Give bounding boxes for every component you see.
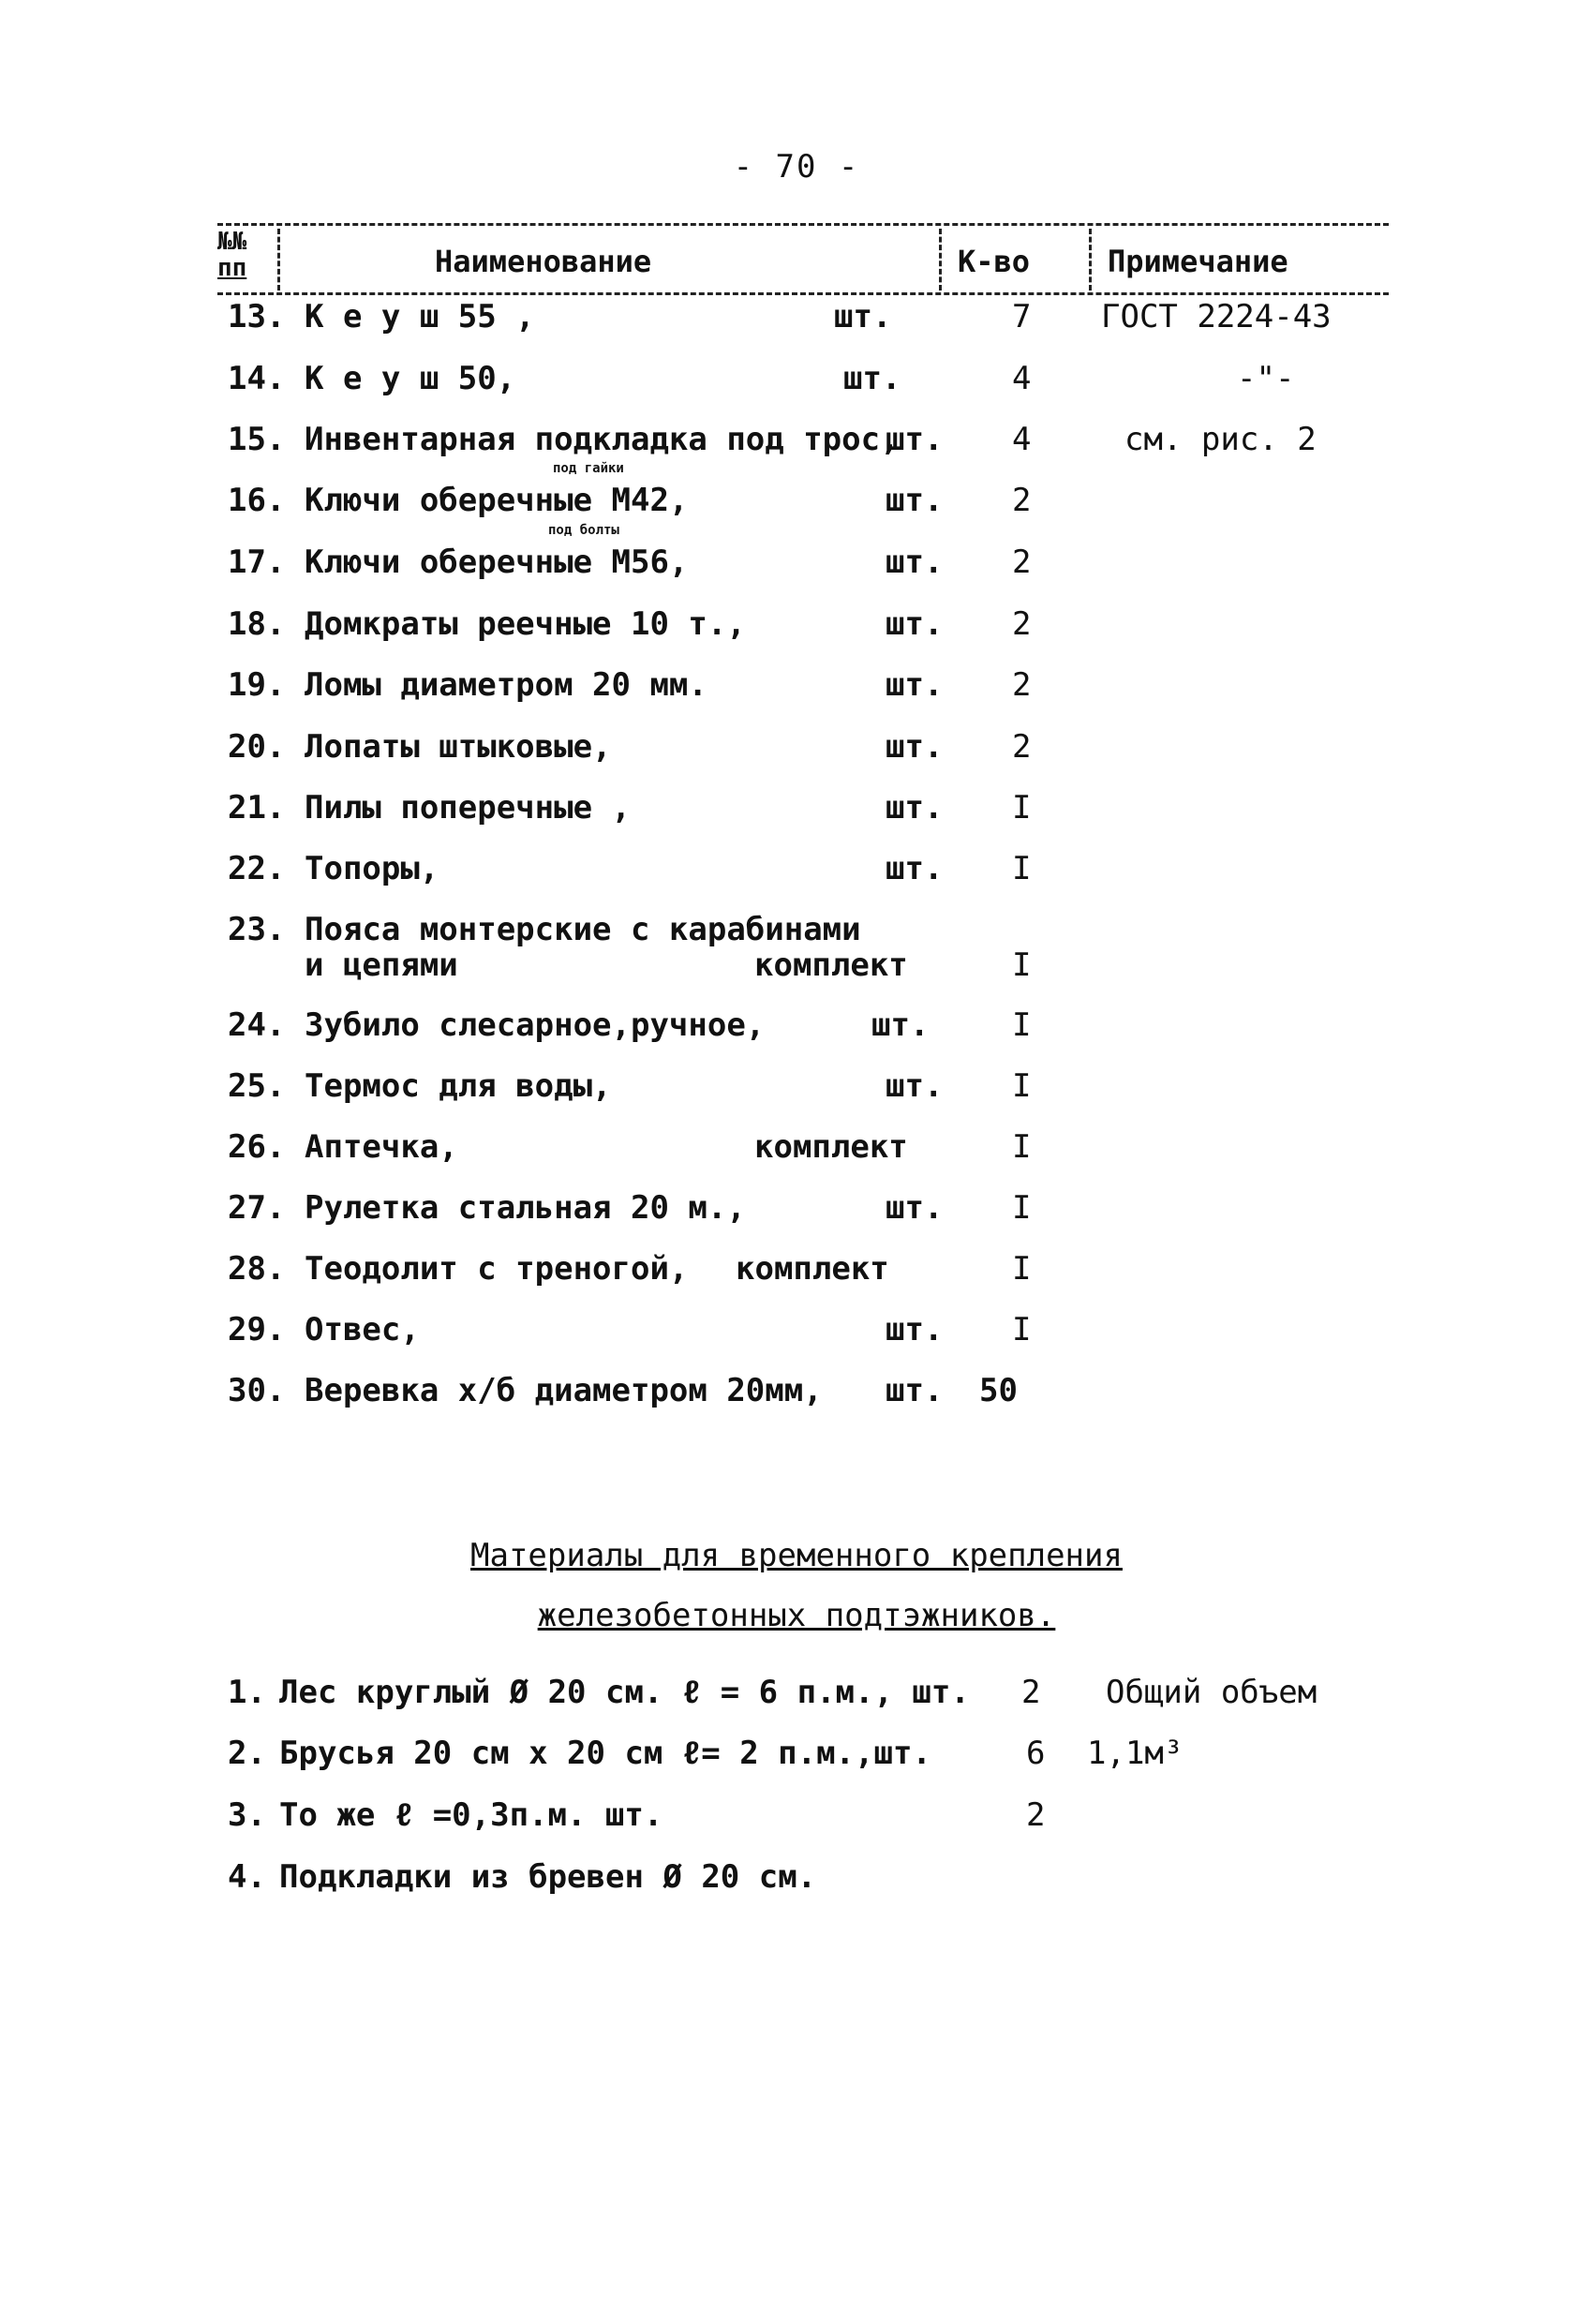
- row-unit: шт.: [886, 1311, 944, 1348]
- row-name: Зубило слесарное,ручное,: [305, 1006, 766, 1044]
- row-qty: 7: [1012, 298, 1032, 335]
- row-name: Ключи оберечные М56,: [305, 544, 689, 581]
- row-qty: 4: [1012, 360, 1032, 397]
- row-name: Рулетка стальная 20 м.,: [305, 1189, 746, 1227]
- table-row: [0, 1250, 1593, 1306]
- row-qty: 2: [1012, 728, 1032, 766]
- row-qty: 50: [979, 1372, 1018, 1409]
- table-row: [0, 911, 1593, 1005]
- row-name: Теодолит с треногой,: [305, 1250, 689, 1288]
- material-number: 4.: [228, 1858, 266, 1896]
- row-qty: I: [1012, 1006, 1032, 1044]
- header-top-rule: [217, 223, 1389, 226]
- material-name: Брусья 20 см х 20 см ℓ= 2 п.м.,шт.: [279, 1735, 931, 1772]
- row-annotation: под гайки: [553, 461, 624, 476]
- list-item: [0, 1796, 1593, 1853]
- material-number: 3.: [228, 1796, 266, 1834]
- row-name: Домкраты реечные 10 т.,: [305, 605, 746, 643]
- row-unit: шт.: [871, 1006, 930, 1044]
- row-name: Ключи оберечные М42,: [305, 482, 689, 519]
- row-number: 16.: [228, 482, 286, 519]
- row-name: Пилы поперечные ,: [305, 789, 631, 827]
- row-number: 28.: [228, 1250, 286, 1288]
- row-number: 29.: [228, 1311, 286, 1348]
- row-number: 17.: [228, 544, 286, 581]
- row-number: 15.: [228, 421, 286, 458]
- material-qty: 2: [1021, 1674, 1041, 1711]
- material-number: 2.: [228, 1735, 266, 1772]
- row-unit: шт.: [834, 298, 892, 335]
- material-note: 1,1м³: [1087, 1735, 1184, 1772]
- row-qty: I: [1012, 1311, 1032, 1348]
- row-number: 27.: [228, 1189, 286, 1227]
- row-unit: шт.: [886, 728, 944, 766]
- material-name: Подкладки из бревен Ø 20 см.: [279, 1858, 817, 1896]
- row-name: Аптечка,: [305, 1128, 458, 1166]
- row-unit: комплект: [754, 946, 908, 984]
- material-number: 1.: [228, 1674, 266, 1711]
- row-unit: шт.: [886, 666, 944, 704]
- row-unit: комплект: [754, 1128, 908, 1166]
- row-name: Ломы диаметром 20 мм.: [305, 666, 707, 704]
- row-unit: шт.: [886, 1189, 944, 1227]
- table-row: [0, 1067, 1593, 1124]
- row-number: 26.: [228, 1128, 286, 1166]
- materials-title-line2: железобетонных подтэжников.: [537, 1597, 1056, 1634]
- row-note: ГОСТ 2224-43: [1101, 298, 1332, 335]
- row-number: 13.: [228, 298, 286, 335]
- row-number: 21.: [228, 789, 286, 827]
- table-row: [0, 482, 1593, 538]
- list-item: [0, 1674, 1593, 1730]
- row-number: 22.: [228, 850, 286, 887]
- table-row: [0, 605, 1593, 662]
- list-item: [0, 1858, 1593, 1914]
- table-row: [0, 850, 1593, 906]
- row-qty: 2: [1012, 666, 1032, 704]
- row-qty: I: [1012, 946, 1032, 984]
- header-separator: [939, 229, 942, 290]
- header-separator: [277, 229, 280, 290]
- row-name: Отвес,: [305, 1311, 420, 1348]
- table-row: [0, 1189, 1593, 1245]
- row-qty: 2: [1012, 544, 1032, 581]
- material-qty: 2: [1026, 1796, 1046, 1834]
- row-unit: шт.: [886, 544, 944, 581]
- row-name: К е у ш 50,: [305, 360, 516, 397]
- row-qty: I: [1012, 1250, 1032, 1288]
- row-unit: шт.: [886, 605, 944, 643]
- table-row: [0, 789, 1593, 845]
- header-number: [217, 229, 277, 281]
- material-name: Лес круглый Ø 20 см. ℓ = 6 п.м., шт.: [279, 1674, 970, 1711]
- row-number: 18.: [228, 605, 286, 643]
- row-name: Инвентарная подкладка под трос,: [305, 421, 900, 458]
- table-row: [0, 544, 1593, 600]
- table-row: [0, 360, 1593, 416]
- header-number-line1: №№: [217, 228, 247, 256]
- row-qty: I: [1012, 1189, 1032, 1227]
- header-number-line2: пп: [217, 254, 247, 282]
- row-name: Топоры,: [305, 850, 439, 887]
- row-unit: комплект: [736, 1250, 889, 1288]
- table-row: [0, 421, 1593, 477]
- row-qty: I: [1012, 1067, 1032, 1105]
- list-item: [0, 1735, 1593, 1791]
- row-unit: шт.: [886, 482, 944, 519]
- row-note: см. рис. 2: [1124, 421, 1317, 458]
- row-note: -"-: [1237, 360, 1295, 397]
- material-qty: 6: [1026, 1735, 1046, 1772]
- row-qty: 4: [1012, 421, 1032, 458]
- materials-title-line1: Материалы для временного крепления: [470, 1537, 1123, 1574]
- row-number: 19.: [228, 666, 286, 704]
- row-name: Пояса монтерские с карабинами: [305, 911, 861, 948]
- row-unit: шт.: [886, 421, 944, 458]
- row-name: К е у ш 55 ,: [305, 298, 535, 335]
- table-header: [217, 223, 1389, 298]
- table-row: [0, 1128, 1593, 1184]
- header-separator: [1089, 229, 1092, 290]
- row-name: Веревка х/б диаметром 20мм,: [305, 1372, 823, 1409]
- material-note: Общий объем: [1106, 1674, 1318, 1711]
- row-unit: шт.: [886, 850, 944, 887]
- row-unit: шт.: [886, 1372, 944, 1409]
- header-qty: К-во: [958, 244, 1031, 279]
- table-row: [0, 1006, 1593, 1063]
- row-qty: 2: [1012, 605, 1032, 643]
- material-name: То же ℓ =0,3п.м. шт.: [279, 1796, 663, 1834]
- row-unit: шт.: [886, 1067, 944, 1105]
- table-row: [0, 298, 1593, 354]
- table-row: [0, 728, 1593, 784]
- page-number: - 70 -: [733, 148, 860, 186]
- row-number: 14.: [228, 360, 286, 397]
- row-name: Лопаты штыковые,: [305, 728, 612, 766]
- row-number: 25.: [228, 1067, 286, 1105]
- row-number: 23.: [228, 911, 286, 948]
- table-row: [0, 666, 1593, 723]
- row-number: 24.: [228, 1006, 286, 1044]
- row-number: 30.: [228, 1372, 286, 1409]
- row-unit: шт.: [886, 789, 944, 827]
- row-qty: 2: [1012, 482, 1032, 519]
- table-row: [0, 1311, 1593, 1367]
- header-bottom-rule: [217, 292, 1389, 295]
- row-number: 20.: [228, 728, 286, 766]
- header-note: Примечание: [1108, 244, 1288, 279]
- row-annotation: под болты: [548, 523, 619, 538]
- row-qty: I: [1012, 1128, 1032, 1166]
- table-row: [0, 1372, 1593, 1428]
- row-qty: I: [1012, 850, 1032, 887]
- row-unit: шт.: [843, 360, 901, 397]
- header-name: Наименование: [435, 244, 652, 279]
- row-qty: I: [1012, 789, 1032, 827]
- row-name: Термос для воды,: [305, 1067, 612, 1105]
- row-name-continuation: и цепями: [305, 946, 458, 984]
